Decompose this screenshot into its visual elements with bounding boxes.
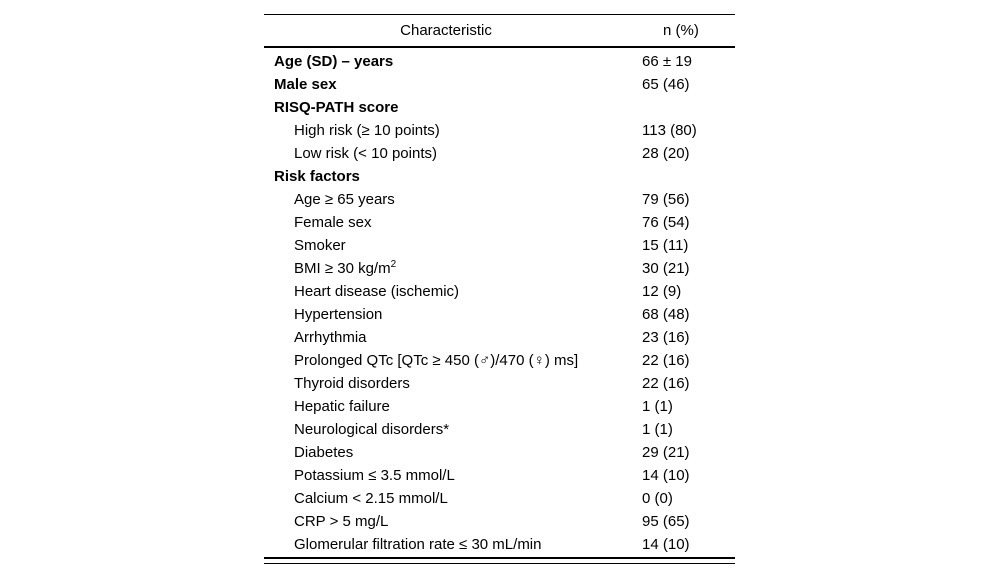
table-row xyxy=(264,234,735,257)
table-row xyxy=(264,142,735,165)
table-row xyxy=(264,96,735,119)
row-label: Potassium ≤ 3.5 mmol/L xyxy=(294,467,455,484)
row-value: 65 (46) xyxy=(642,76,690,93)
row-value: 15 (11) xyxy=(642,237,689,254)
row-label: Calcium < 2.15 mmol/L xyxy=(294,490,448,507)
row-label: Male sex xyxy=(274,76,337,93)
table-row xyxy=(264,464,735,487)
row-value: 22 (16) xyxy=(642,352,690,369)
table-row xyxy=(264,349,735,372)
table-bottom-rule xyxy=(264,557,735,564)
row-value: 1 (1) xyxy=(642,421,673,438)
row-value: 66 ± 19 xyxy=(642,53,692,70)
row-value: 23 (16) xyxy=(642,329,690,346)
table-row xyxy=(264,372,735,395)
row-label: Arrhythmia xyxy=(294,329,367,346)
row-value: 0 (0) xyxy=(642,490,673,507)
row-value: 76 (54) xyxy=(642,214,690,231)
superscript: 2 xyxy=(390,259,397,270)
row-label xyxy=(264,257,642,280)
row-value: 29 (21) xyxy=(642,444,690,461)
table-body xyxy=(264,48,735,556)
row-label: Female sex xyxy=(294,214,372,231)
row-label-text: BMI ≥ 30 kg/m xyxy=(294,260,391,277)
table-row xyxy=(264,395,735,418)
row-value: 68 (48) xyxy=(642,306,690,323)
row-value: 22 (16) xyxy=(642,375,690,392)
row-value: 28 (20) xyxy=(642,145,690,162)
table-header xyxy=(264,15,735,48)
table-row xyxy=(264,257,735,280)
row-value: 30 (21) xyxy=(642,260,690,277)
table-row xyxy=(264,510,735,533)
table-row xyxy=(264,303,735,326)
row-label: Neurological disorders* xyxy=(294,421,450,438)
table-row xyxy=(264,326,735,349)
row-label: Risk factors xyxy=(274,168,360,185)
table-row xyxy=(264,165,735,188)
row-value: 79 (56) xyxy=(642,191,690,208)
row-label: Age (SD) – years xyxy=(274,53,394,70)
row-value: 14 (10) xyxy=(642,467,690,484)
row-label: Hepatic failure xyxy=(294,398,390,415)
header-n-percent: n (%) xyxy=(663,22,699,39)
table-row xyxy=(264,188,735,211)
row-label: Glomerular filtration rate ≤ 30 mL/min xyxy=(294,536,542,553)
table-row xyxy=(264,73,735,96)
table-row xyxy=(264,533,735,556)
row-label: Age ≥ 65 years xyxy=(294,191,395,208)
table-row xyxy=(264,441,735,464)
row-label: Heart disease (ischemic) xyxy=(294,283,460,300)
row-label: CRP > 5 mg/L xyxy=(294,513,389,530)
table-row xyxy=(264,50,735,73)
table-row xyxy=(264,119,735,142)
row-label: Hypertension xyxy=(294,306,383,323)
characteristics-table xyxy=(264,14,735,564)
table-row xyxy=(264,280,735,303)
row-label: Low risk (< 10 points) xyxy=(294,145,437,162)
row-value: 14 (10) xyxy=(642,536,690,553)
row-label: Diabetes xyxy=(294,444,354,461)
row-value: 12 (9) xyxy=(642,283,682,300)
row-label: Smoker xyxy=(294,237,346,254)
row-label: Thyroid disorders xyxy=(294,375,410,392)
header-characteristic: Characteristic xyxy=(400,22,492,39)
row-label: RISQ-PATH score xyxy=(274,99,399,116)
row-label: High risk (≥ 10 points) xyxy=(294,122,440,139)
table-row xyxy=(264,418,735,441)
row-value: 113 (80) xyxy=(642,122,697,139)
row-value: 95 (65) xyxy=(642,513,690,530)
table-row xyxy=(264,487,735,510)
row-value: 1 (1) xyxy=(642,398,673,415)
table-row xyxy=(264,211,735,234)
row-label: Prolonged QTc [QTc ≥ 450 (♂)/470 (♀) ms] xyxy=(294,352,579,369)
